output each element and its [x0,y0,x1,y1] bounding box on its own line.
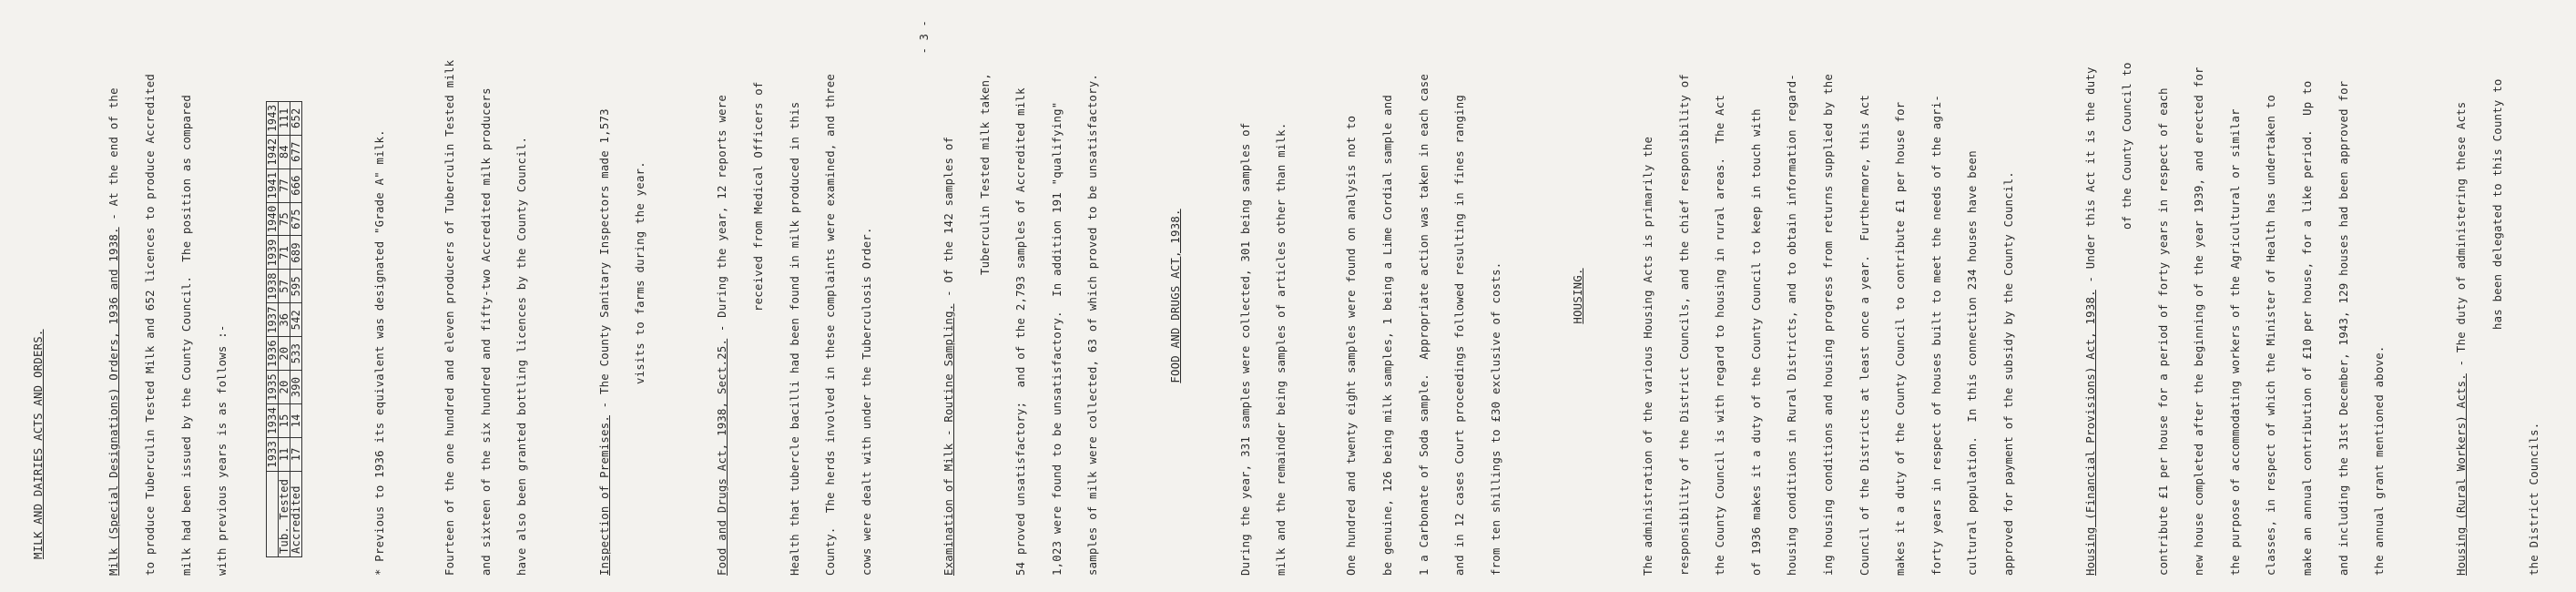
food-drugs-line: 1 a Carbonate of Soda sample. Appropriate action was taken in each case [1417,73,1431,576]
examination-heading: Examination of Milk - Routine Sampling. [942,303,956,576]
table-cell [267,471,279,556]
table-cell: 15 [279,403,290,437]
table-cell: 20 [279,337,290,371]
food-drugs-25-line: received from Medical Officers of [751,81,765,311]
table-cell: 36 [279,303,290,337]
year-cell: 1934 [267,403,279,437]
food-drugs-25-line: - During the year, 12 reports were [716,94,729,339]
housing-line: forty years in respect of houses built to meet the needs of the agri- [1929,94,1943,576]
food-drugs-line: be genuine, 126 being milk samples, 1 being a Lime Cordial sample and [1380,94,1394,576]
table-cell: 677 [290,135,302,168]
year-cell: 1938 [267,270,279,303]
food-drugs-25-line: County. The herds involved in these complaints were examined, and three [824,73,838,576]
financial-line: classes, in respect of which the Minister of Health has undertaken to [2265,94,2278,576]
year-cell: 1937 [267,303,279,337]
inspection-line: visits to farms during the year. [634,161,647,384]
food-drugs-25-line: Health that tubercle bacilli had been found in milk produced in this [788,101,801,576]
financial-line: - Under this Act it is the duty [2084,66,2098,291]
table-row [267,101,279,556]
housing-line: approved for payment of the subsidy by the County Council. [2002,171,2016,576]
row-label: Tub. Tested [279,471,290,556]
table-cell: 595 [290,270,302,303]
housing-line: of 1936 makes it a duty of the County Council to keep in touch with [1749,108,1763,576]
orders-line: with previous years is as follows :- [216,324,229,576]
inspection-line: - The County Sanitary Inspectors made 1,573 [597,108,611,415]
examination-line: 1,023 were found to be unsatisfactory. In addition 191 "qualifying" [1050,101,1064,576]
table-cell: 75 [279,202,290,236]
food-drugs-1938-heading: FOOD AND DRUGS ACT, 1938. [1168,209,1182,383]
year-cell: 1940 [267,202,279,236]
housing-line: housing conditions in Rural Districts, and to obtain information regard- [1786,73,1799,576]
year-cell: 1939 [267,236,279,270]
inspection-heading: Inspection of Premises. [597,414,611,576]
financial-line: the annual grant mentioned above. [2373,345,2387,576]
housing-line: The administration of the various Housing Acts is primarily the [1641,136,1655,576]
row-label: Accredited [290,471,302,556]
financial-heading: Housing (Financial Provisions) Act, 1938. [2084,290,2098,576]
table-cell: 542 [290,303,302,337]
table-row [290,101,302,556]
rural-line: - The duty of administering these Acts [2455,101,2469,374]
rural-line: has been delegated to this County to [2491,78,2504,330]
food-drugs-line: One hundred and twenty eight samples were found on analysis not to [1345,115,1359,576]
table-cell: 57 [279,270,290,303]
financial-line: and including the 31st December, 1943, 129 houses had been approved for [2337,80,2350,576]
table-cell: 689 [290,236,302,270]
table-cell: 533 [290,337,302,371]
orders-line: milk had been issued by the County Council. The position as compared [179,94,193,576]
bottling-line: and sixteen of the six hundred and fifty-two Accredited milk producers [479,87,493,576]
housing-line: ing housing conditions and housing progress from returns supplied by the [1822,73,1836,576]
housing-line: makes it a duty of the County Council to contribute £1 per house for [1894,101,1908,576]
food-drugs-line: milk and the remainder being samples of articles other than milk. [1275,122,1288,576]
financial-line: new house completed after the beginning of the year 1939, and erected for [2193,66,2206,576]
year-cell: 1942 [267,135,279,168]
grade-note: * Previous to 1936 its equivalent was designated "Grade A" milk. [373,129,387,576]
examination-line: samples of milk were collected, 63 of which proved to be unsatisfactory. [1086,73,1100,576]
table-cell: 71 [279,236,290,270]
year-cell: 1941 [267,168,279,202]
year-cell: 1933 [267,437,279,471]
orders-heading: Milk (Special Designations) Orders, 1936 and 1938. [107,227,121,576]
financial-line: make an annual contribution of £10 per house, for a like period. Up to [2300,80,2314,576]
financial-line: contribute £1 per house for a period of forty years in respect of each [2156,87,2170,576]
table-cell: 17 [290,437,302,471]
table-row [279,101,290,556]
food-drugs-25-heading: Food and Drugs Act, 1938, Sect.25. [716,338,729,576]
food-drugs-line: and in 12 cases Court proceedings followed resulting in fines ranging [1453,94,1467,576]
food-drugs-line: from ten shillings to £30 exclusive of costs. [1489,261,1502,576]
financial-line: of the County Council to [2120,62,2133,230]
table-cell: 77 [279,168,290,202]
section-title: MILK AND DAIRIES ACTS AND ORDERS. [32,329,46,559]
year-cell: 1943 [267,101,279,135]
examination-line: 54 proved unsatisfactory; and of the 2,793 samples of Accredited milk [1014,87,1028,576]
table-cell: 675 [290,202,302,236]
orders-line: to produce Tuberculin Tested Milk and 652 licences to produce Accredited [144,73,158,576]
table-cell: 14 [290,403,302,437]
food-drugs-line: During the year, 331 samples were collected, 301 being samples of [1238,122,1252,576]
table-cell: 111 [279,101,290,135]
licence-table [266,101,302,557]
year-cell: 1936 [267,337,279,371]
rural-line: the District Councils. [2527,422,2540,576]
examination-line: Tuberculin Tested milk taken, [978,73,992,275]
food-drugs-25-line: cows were dealt with under the Tuberculosis Order. [860,227,873,576]
year-cell: 1935 [267,371,279,404]
table-cell: 652 [290,101,302,135]
table-cell: 390 [290,371,302,404]
table-cell: 11 [279,437,290,471]
financial-line: the purpose of accommodating workers of the Agricultural or similar [2228,108,2242,576]
table-cell: 20 [279,371,290,404]
housing-line: responsibility of the District Councils, and the chief responsibility of [1677,73,1691,576]
housing-line: Council of the Districts at least once a year. Furthermore, this Act [1858,94,1871,576]
bottling-line: have also been granted bottling licences by the County Council. [515,136,529,576]
examination-line: - Of the 142 samples of [942,136,956,304]
bottling-line: Fourteen of the one hundred and eleven producers of Tuberculin Tested milk [443,59,457,576]
rural-heading: Housing (Rural Workers) Acts. [2455,373,2469,576]
table-cell: 84 [279,135,290,168]
page-number: - 3 - [917,20,931,55]
table-cell: 666 [290,168,302,202]
housing-heading: HOUSING. [1571,268,1584,324]
orders-heading-tail: - At the end of the [107,87,121,228]
housing-line: cultural population. In this connection 234 houses have been [1966,150,1980,576]
housing-line: the County Council is with regard to housing in rural areas. The Act [1714,94,1727,576]
